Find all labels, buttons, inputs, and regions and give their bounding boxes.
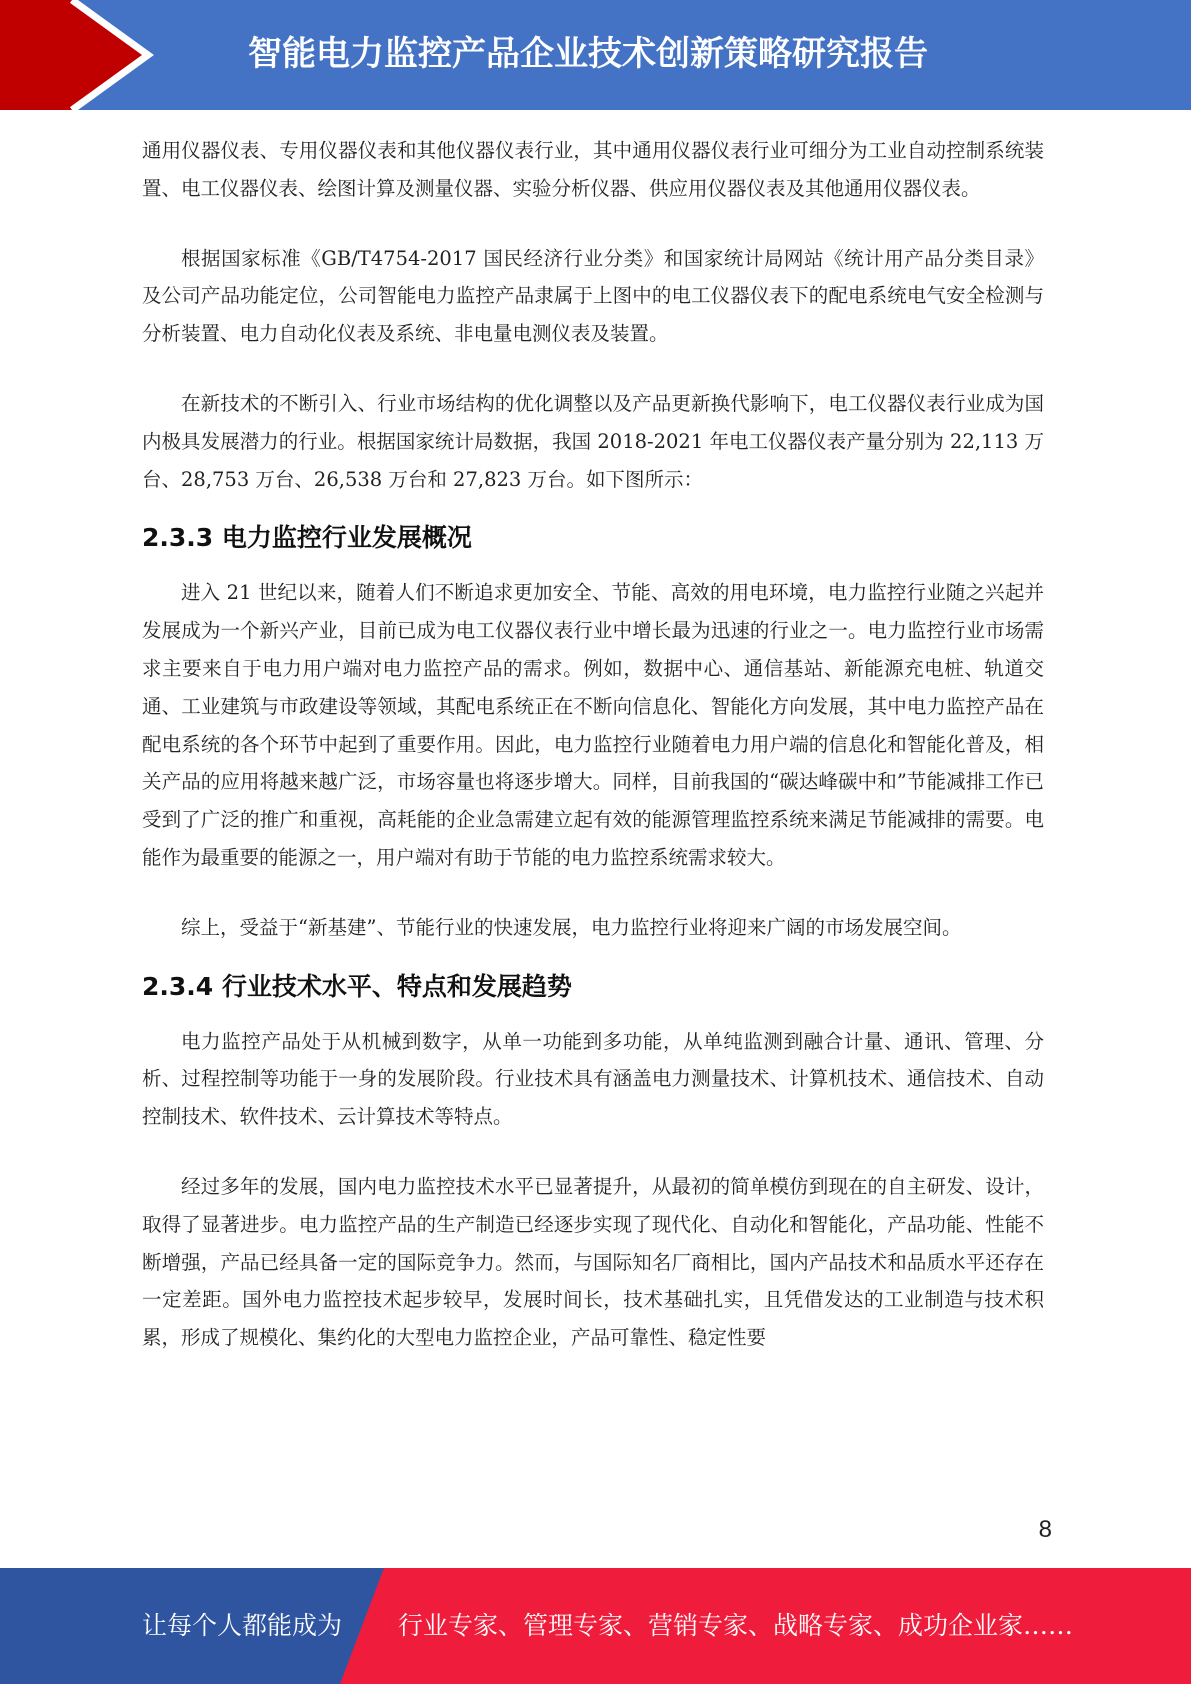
paragraph-market-outlook: 综上，受益于“新基建”、节能行业的快速发展，电力监控行业将迎来广阔的市场发展空间。 — [181, 915, 962, 939]
header-red-arrow — [0, 0, 148, 110]
footer-slogan-left: 让每个人都能成为 — [142, 1611, 343, 1640]
header-title: 智能电力监控产品企业技术创新策略研究报告 — [248, 34, 928, 74]
page-footer — [0, 1568, 1191, 1684]
paragraph-technical-features: 电力监控产品处于从机械到数字，从单一功能到多功能，从单纯监测到融合计量、通讯、管理、分析、过程控制等功能于一身的发展阶段。行业技术具有涵盖电力测量技术、计算机技术、通信技术、自动控制技术、软件技术、云计算技术等特点。 — [142, 1029, 1044, 1129]
paragraph-technical-progress: 经过多年的发展，国内电力监控技术水平已显著提升，从最初的简单模仿到现在的自主研发、设计，取得了显著进步。电力监控产品的生产制造已经逐步实现了现代化、自动化和智能化，产品功能、性能不断增强，产品已经具备一定的国际竞争力。然而，与国际知名厂商相比，国内产品技术和品质水平还存在一定差距。国外电力监控技术起步较早，发展时间长，技术基础扎实，且凭借发达的工业制造与技术积累，形成了规模化、集约化的大型电力监控企业，产品可靠性、稳定性要 — [142, 1174, 1044, 1350]
page-number: 8 — [1038, 1516, 1052, 1543]
paragraph-instrument-categories: 通用仪器仪表、专用仪器仪表和其他仪器仪表行业，其中通用仪器仪表行业可细分为工业自动控制系统装置、电工仪器仪表、绘图计算及测量仪器、实验分析仪器、供应用仪器仪表及其他通用仪器仪表。 — [142, 139, 1044, 200]
paragraph-industry-overview: 进入 21 世纪以来，随着人们不断追求更加安全、节能、高效的用电环境，电力监控行业随之兴起并发展成为一个新兴产业，目前已成为电工仪器仪表行业中增长最为迅速的行业之一。电力监控行业市场需求主要来自于电力用户端对电力监控产品的需求。例如，数据中心、通信基站、新能源充电桩、轨道交通、工业建筑与市政建设等领域，其配电系统正在不断向信息化、智能化方向发展，其中电力监控产品在配电系统的各个环节中起到了重要作用。因此，电力监控行业随着电力用户端的信息化和智能化普及，相关产品的应用将越来越广泛，市场容量也将逐步增大。同样，目前我国的“碳达峰碳中和”节能减排工作已受到了广泛的推广和重视，高耗能的企业急需建立起有效的能源管理监控系统来满足节能减排的需要。电能作为最重要的能源之一，用户端对有助于节能的电力监控系统需求较大。 — [142, 581, 1044, 869]
page-header — [0, 0, 1191, 110]
report-body — [142, 132, 1044, 1357]
section-heading-2-3-4: 2.3.4 行业技术水平、特点和发展趋势 — [142, 971, 572, 1001]
paragraph-output-statistics: 在新技术的不断引入、行业市场结构的优化调整以及产品更新换代影响下，电工仪器仪表行业成为国内极具发展潜力的行业。根据国家统计局数据，我国 2018-2021 年电工仪器仪表产量分别为 22,113 万台、28,753 万台、26,538 万台和 27,823 万台。如下图所示： — [142, 391, 1044, 491]
section-heading-2-3-3: 2.3.3 电力监控行业发展概况 — [142, 523, 472, 553]
paragraph-product-classification: 根据国家标准《GB/T4754-2017 国民经济行业分类》和国家统计局网站《统计用产品分类目录》及公司产品功能定位，公司智能电力监控产品隶属于上图中的电工仪器仪表下的配电系统电气安全检测与分析装置、电力自动化仪表及系统、非电量电测仪表及装置。 — [142, 246, 1044, 346]
footer-slogan-right: 行业专家、管理专家、营销专家、战略专家、成功企业家…… — [398, 1611, 1074, 1640]
